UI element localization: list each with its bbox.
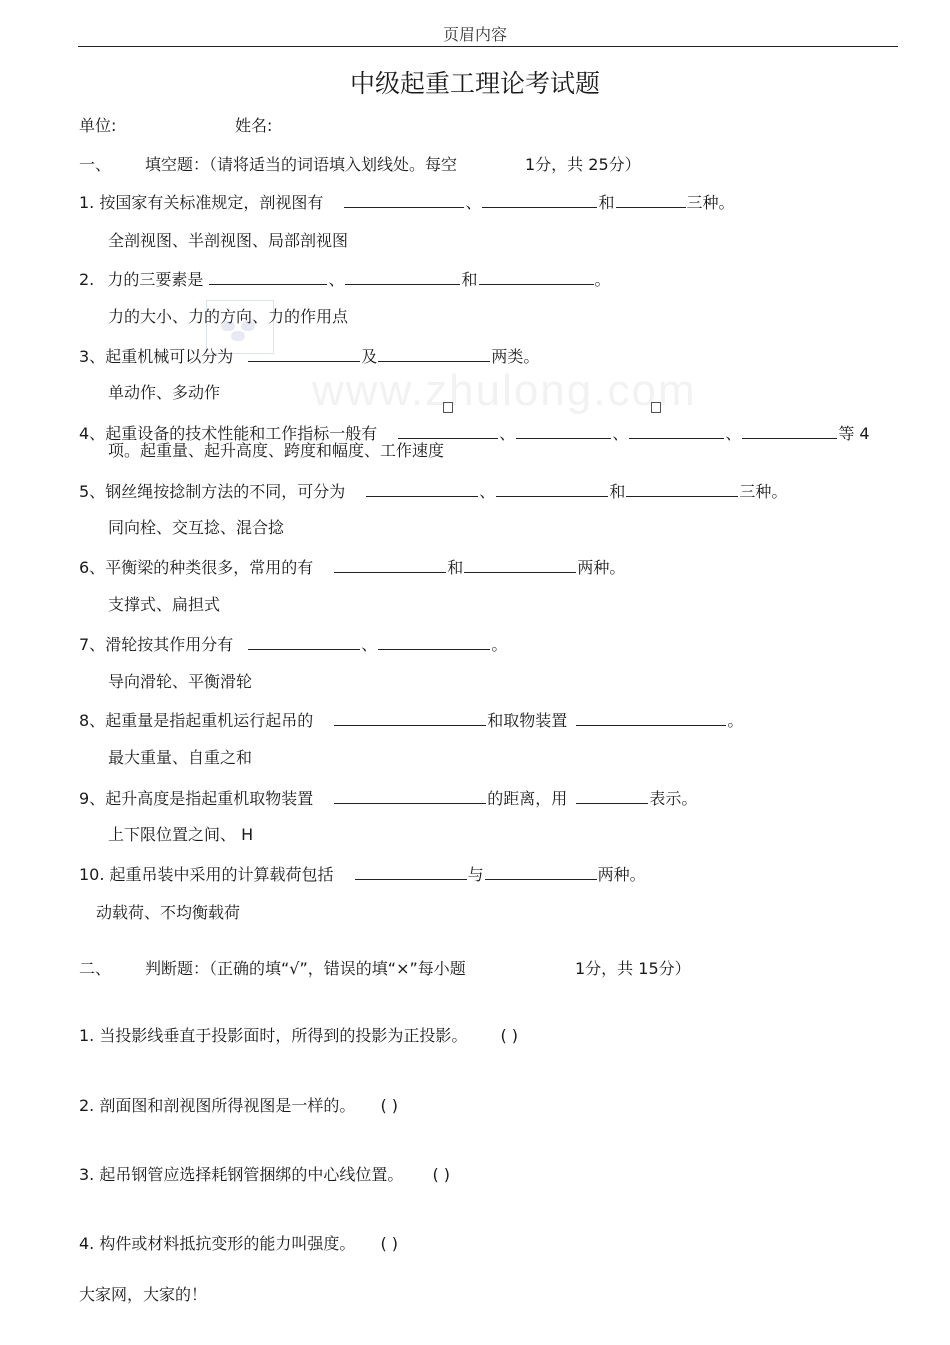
- answer-blank[interactable]: [742, 423, 837, 439]
- separator: 两种。: [577, 558, 626, 577]
- section-score: 1分，共 15分）: [575, 959, 691, 978]
- tf-item-2: [79, 1093, 398, 1116]
- separator: 、: [612, 424, 629, 443]
- answer-blank[interactable]: [378, 634, 490, 650]
- question-number: 10.: [79, 865, 105, 884]
- question-text: 起吊钢管应选择耗钢管捆绑的中心线位置。: [99, 1165, 404, 1184]
- question-text: 起升高度是指起重机取物装置: [105, 789, 314, 808]
- answer-blank[interactable]: [355, 864, 467, 880]
- question-9: [79, 786, 697, 809]
- answer-blank[interactable]: [345, 269, 460, 285]
- question-3: [79, 344, 539, 367]
- page-footer: 大家网，大家的！: [79, 1285, 208, 1304]
- question-number: 1.: [79, 193, 95, 212]
- separator: 表示。: [649, 789, 698, 808]
- answer-text: 上下限位置之间、 H: [108, 825, 254, 844]
- question-text: 按国家有关标准规定，剖视图有: [99, 193, 324, 212]
- question-4-continuation: 项。起重量、起升高度、跨度和幅度、工作速度: [108, 441, 445, 460]
- separator: 与: [467, 865, 484, 884]
- separator: 和: [461, 270, 478, 289]
- separator: 、: [499, 424, 516, 443]
- answer-blank[interactable]: [482, 192, 597, 208]
- question-number: 7、: [79, 635, 106, 654]
- answer-text: 力的大小、力的方向、力的作用点: [108, 307, 349, 326]
- question-text: 起重吊装中采用的计算载荷包括: [109, 865, 334, 884]
- placeholder-box-icon: [651, 402, 661, 413]
- answer-parentheses[interactable]: ( ): [432, 1165, 451, 1184]
- answer-blank[interactable]: [209, 269, 327, 285]
- question-number: 6、: [79, 558, 106, 577]
- question-number: 3、: [79, 347, 106, 366]
- watermark: www.zhulong.com: [312, 366, 697, 415]
- question-text: 滑轮按其作用分有: [105, 635, 234, 654]
- answer-blank[interactable]: [334, 710, 486, 726]
- question-number: 9、: [79, 789, 106, 808]
- answer-blank[interactable]: [496, 481, 608, 497]
- separator: 和: [598, 193, 615, 212]
- separator: 两种。: [597, 865, 646, 884]
- question-text: 当投影线垂直于投影面时，所得到的投影为正投影。: [99, 1026, 468, 1045]
- answer-parentheses[interactable]: ( ): [500, 1026, 519, 1045]
- exam-title: 中级起重工理论考试题: [349, 69, 600, 98]
- answer-blank[interactable]: [626, 481, 738, 497]
- separator: 三种。: [686, 193, 735, 212]
- question-7: [79, 632, 507, 655]
- answer-text: 单动作、多动作: [108, 383, 221, 402]
- separator: 、: [361, 635, 378, 654]
- question-1: [79, 190, 735, 213]
- answer-text: 同向栓、交互捻、混合捻: [108, 518, 285, 537]
- header-rule: [78, 46, 898, 47]
- question-2: [79, 267, 611, 290]
- tf-item-4: [79, 1231, 398, 1254]
- answer-blank[interactable]: [366, 481, 478, 497]
- separator: 、: [465, 193, 482, 212]
- question-text: 起重设备的技术性能和工作指标一般有: [105, 424, 378, 443]
- section-number: 二、: [79, 959, 112, 978]
- answer-blank[interactable]: [629, 423, 724, 439]
- separator: 。: [727, 711, 744, 730]
- answer-blank[interactable]: [378, 346, 490, 362]
- question-text: 钢丝绳按捻制方法的不同，可分为: [105, 482, 346, 501]
- question-number: 1.: [79, 1026, 95, 1045]
- separator: 和取物装置: [487, 711, 568, 730]
- question-text: 起重量是指起重机运行起吊的: [105, 711, 314, 730]
- separator: 和: [609, 482, 626, 501]
- section-score: 1分，共 25分）: [525, 155, 641, 174]
- separator: 。: [491, 635, 508, 654]
- name-label: 姓名:: [235, 116, 273, 135]
- answer-blank[interactable]: [576, 710, 726, 726]
- answer-blank[interactable]: [576, 788, 648, 804]
- answer-blank[interactable]: [616, 192, 686, 208]
- question-text: 剖面图和剖视图所得视图是一样的。: [99, 1096, 356, 1115]
- question-number: 2.: [79, 1096, 95, 1115]
- separator: 两类。: [491, 347, 540, 366]
- question-text: 起重机械可以分为: [105, 347, 234, 366]
- question-number: 4.: [79, 1234, 95, 1253]
- separator: 、: [725, 424, 742, 443]
- placeholder-box-icon: [443, 402, 453, 413]
- section-heading: 填空题：（请将适当的词语填入划线处。每空: [145, 155, 458, 174]
- separator: 。: [594, 270, 611, 289]
- question-8: [79, 708, 743, 731]
- question-5: [79, 479, 787, 502]
- separator: 等 4: [838, 424, 870, 443]
- separator: 和: [447, 558, 464, 577]
- answer-blank[interactable]: [334, 788, 486, 804]
- answer-blank[interactable]: [248, 634, 360, 650]
- answer-blank[interactable]: [516, 423, 611, 439]
- question-text: 平衡梁的种类很多，常用的有: [105, 558, 314, 577]
- answer-blank[interactable]: [398, 423, 498, 439]
- section-heading: 判断题：（正确的填“√”，错误的填“×”每小题: [145, 959, 466, 978]
- answer-text: 导向滑轮、平衡滑轮: [108, 672, 253, 691]
- tf-item-3: [79, 1162, 450, 1185]
- section-number: 一、: [79, 155, 112, 174]
- answer-parentheses[interactable]: ( ): [380, 1096, 399, 1115]
- separator: 、: [328, 270, 345, 289]
- answer-text: 全剖视图、半剖视图、局部剖视图: [108, 231, 349, 250]
- answer-text: 最大重量、自重之和: [108, 748, 253, 767]
- question-number: 8、: [79, 711, 106, 730]
- answer-blank[interactable]: [485, 864, 597, 880]
- question-number: 2.: [79, 270, 95, 289]
- answer-blank[interactable]: [464, 557, 576, 573]
- answer-text: 支撑式、扁担式: [108, 595, 221, 614]
- question-number: 4、: [79, 424, 106, 443]
- question-6: [79, 555, 625, 578]
- separator: 的距离，用: [487, 789, 568, 808]
- question-text: 构件或材料抵抗变形的能力叫强度。: [99, 1234, 356, 1253]
- answer-blank[interactable]: [248, 346, 360, 362]
- answer-blank[interactable]: [344, 192, 464, 208]
- separator: 及: [361, 347, 378, 366]
- tf-item-1: [79, 1023, 518, 1046]
- question-10: [79, 862, 646, 885]
- answer-blank[interactable]: [334, 557, 446, 573]
- question-text: 力的三要素是: [107, 270, 204, 289]
- page-header: 页眉内容: [442, 25, 507, 44]
- answer-blank[interactable]: [479, 269, 594, 285]
- separator: 三种。: [739, 482, 788, 501]
- unit-label: 单位:: [79, 116, 117, 135]
- answer-text: 动载荷、不均衡载荷: [96, 903, 241, 922]
- question-number: 5、: [79, 482, 106, 501]
- answer-parentheses[interactable]: ( ): [380, 1234, 399, 1253]
- separator: 、: [479, 482, 496, 501]
- question-number: 3.: [79, 1165, 95, 1184]
